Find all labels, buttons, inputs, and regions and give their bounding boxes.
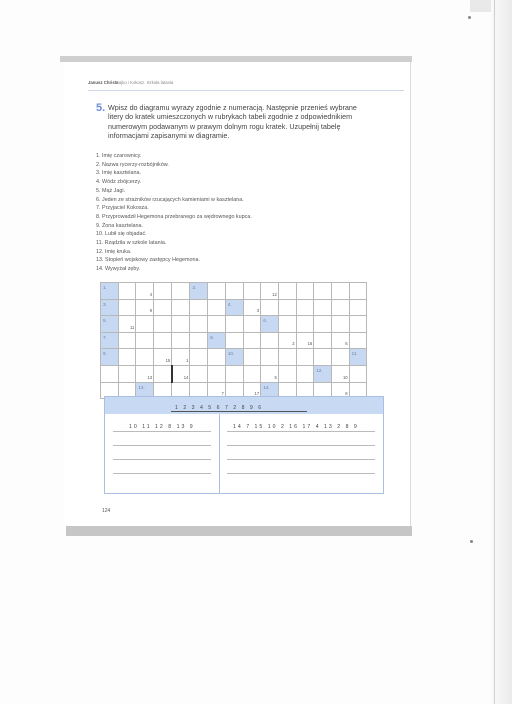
clue-start-label: 2.: [192, 285, 197, 290]
grid-cell[interactable]: [154, 316, 172, 333]
grid-cell[interactable]: [349, 316, 367, 333]
grid-cell[interactable]: [172, 349, 190, 366]
grid-cell[interactable]: [154, 349, 172, 366]
grid-cell[interactable]: [349, 299, 367, 316]
grid-cell[interactable]: [331, 365, 349, 382]
running-header: [88, 80, 404, 91]
clue-item: 12. Imię kruka.: [96, 248, 132, 255]
clue-item: 8. Przyprowadził Hegemona przebranego za wędrownego kupca.: [96, 213, 252, 220]
answer-line: [227, 473, 375, 474]
letter-index-number: 11: [130, 324, 135, 330]
letter-index-number: 1: [186, 357, 189, 363]
clue-start-label: 14.: [263, 384, 270, 390]
letter-index-number: 7: [221, 391, 224, 397]
grid-cell[interactable]: [225, 316, 243, 333]
grid-cell[interactable]: [101, 299, 119, 316]
clue-item: 11. Rządziła w szkole latania.: [96, 240, 167, 247]
clue-item: 4. Wódz zbójcerzy.: [96, 179, 142, 186]
grid-cell[interactable]: [314, 332, 332, 349]
grid-cell[interactable]: [154, 332, 172, 349]
clue-start-label: 3.: [103, 301, 107, 307]
answer-right-numbers: 14 7 15 10 2 16 17 4 13 2 8 9: [233, 424, 359, 430]
clue-item: 14. Wywyżał zęby.: [96, 266, 141, 273]
grid-cell[interactable]: [296, 332, 314, 349]
grid-cell[interactable]: [225, 332, 243, 349]
answer-line: [113, 445, 211, 446]
letter-index-number: 12: [272, 291, 277, 297]
grid-cell[interactable]: [225, 283, 243, 300]
binding-line: [494, 0, 495, 704]
workbook-page: [64, 62, 411, 530]
grid-cell[interactable]: [136, 332, 154, 349]
clue-start-label: 4.: [227, 301, 232, 307]
answer-line: [227, 445, 375, 446]
grid-cell[interactable]: [118, 365, 136, 382]
grid-cell[interactable]: [261, 365, 279, 382]
grid-cell[interactable]: [172, 332, 190, 349]
clue-item: 7. Przyjaciel Kokosza.: [96, 205, 149, 212]
grid-cell[interactable]: [118, 349, 136, 366]
grid-cell[interactable]: [190, 283, 208, 300]
clue-list: [96, 152, 252, 274]
grid-cell[interactable]: [243, 365, 261, 382]
clue-item: 10. Lubił się objadać.: [96, 231, 147, 238]
grid-cell[interactable]: [278, 332, 296, 349]
grid-cell[interactable]: [243, 332, 261, 349]
clue-start-label: 6.: [263, 318, 268, 324]
answer-line: [227, 431, 375, 432]
letter-index-number: 9: [149, 308, 153, 314]
scan-dust-mark: [470, 540, 473, 543]
clue-start-label: 1.: [103, 285, 107, 290]
grid-cell[interactable]: [296, 316, 314, 333]
clue-item: 9. Żona kasztelana.: [96, 222, 144, 229]
page-shadow-bottom: [66, 526, 412, 536]
grid-cell[interactable]: [278, 349, 296, 366]
grid-cell[interactable]: [261, 349, 279, 366]
grid-cell[interactable]: [314, 349, 332, 366]
grid-cell[interactable]: [225, 365, 243, 382]
clue-start-label: 11.: [351, 351, 358, 357]
answer-table: [104, 396, 384, 494]
letter-index-number: 10: [342, 374, 348, 380]
grid-row: [101, 316, 367, 333]
letter-index-number: 14: [183, 374, 189, 380]
grid-cell[interactable]: [314, 365, 332, 382]
letter-index-number: 2: [292, 341, 295, 347]
letter-index-number: 3: [256, 308, 260, 314]
letter-index-number: 8: [345, 391, 348, 397]
grid-cell[interactable]: [261, 316, 279, 333]
grid-cell[interactable]: [172, 316, 190, 333]
grid-cell[interactable]: [349, 332, 367, 349]
answer-header-underline: [171, 411, 307, 412]
grid-cell[interactable]: [190, 332, 208, 349]
clue-start-label: 12.: [316, 367, 323, 373]
letter-index-number: 13: [147, 374, 153, 380]
answer-line: [113, 459, 211, 460]
grid-cell[interactable]: [136, 283, 154, 300]
grid-cell[interactable]: [349, 349, 367, 366]
grid-cell[interactable]: [331, 349, 349, 366]
grid-cell[interactable]: [118, 332, 136, 349]
grid-cell[interactable]: [278, 365, 296, 382]
grid-cell[interactable]: [296, 365, 314, 382]
clue-item: 3. Imię kasztelana.: [96, 170, 141, 177]
letter-index-number: 15: [165, 357, 171, 363]
letter-index-number: 6: [345, 341, 348, 347]
grid-cell[interactable]: [261, 283, 279, 300]
letter-index-number: 16: [307, 341, 313, 347]
grid-cell[interactable]: [208, 349, 226, 366]
grid-cell[interactable]: [136, 365, 154, 382]
grid-cell[interactable]: [101, 365, 119, 382]
grid-cell[interactable]: [278, 283, 296, 300]
clue-start-label: 13.: [138, 384, 145, 390]
grid-cell[interactable]: [314, 299, 332, 316]
letter-index-number: 4: [149, 291, 153, 297]
grid-cell[interactable]: [278, 299, 296, 316]
grid-cell[interactable]: [154, 365, 172, 382]
clue-item: 1. Imię czarownicy.: [96, 153, 142, 159]
grid-cell[interactable]: [101, 283, 119, 300]
grid-cell[interactable]: [101, 349, 119, 366]
grid-cell[interactable]: [118, 316, 136, 333]
exercise-number: 5.: [96, 102, 106, 114]
answer-line: [227, 459, 375, 460]
clue-start-label: 8.: [210, 334, 214, 340]
grid-cell[interactable]: [314, 316, 332, 333]
grid-cell[interactable]: [190, 365, 208, 382]
grid-cell[interactable]: [136, 299, 154, 316]
grid-cell[interactable]: [331, 299, 349, 316]
grid-cell[interactable]: [208, 332, 226, 349]
grid-cell[interactable]: [331, 283, 349, 300]
grid-cell[interactable]: [314, 283, 332, 300]
grid-cell[interactable]: [154, 299, 172, 316]
clue-item: 2. Nazwa rycerzy-rozbójników.: [96, 161, 169, 168]
page-number: 124: [102, 508, 111, 514]
header-author: Janusz Christa: [88, 80, 119, 85]
grid-cell[interactable]: [225, 299, 243, 316]
grid-cell[interactable]: [172, 365, 190, 382]
grid-cell[interactable]: [349, 365, 367, 382]
grid-cell[interactable]: [243, 349, 261, 366]
grid-row: [101, 299, 367, 316]
clue-start-label: 9.: [103, 351, 107, 357]
clue-start-label: 5.: [103, 318, 107, 324]
clue-start-label: 7.: [103, 334, 107, 340]
grid-cell[interactable]: [243, 283, 261, 300]
clue-item: 6. Jeden ze strażników rzucających kamieniami w kasztelana.: [96, 196, 244, 203]
grid-cell[interactable]: [190, 316, 208, 333]
grid-cell[interactable]: [208, 316, 226, 333]
grid-cell[interactable]: [243, 299, 261, 316]
grid-cell[interactable]: [261, 299, 279, 316]
scan-dust-mark: [468, 16, 471, 19]
grid-cell[interactable]: [331, 316, 349, 333]
grid-cell[interactable]: [172, 299, 190, 316]
crossword-grid: [100, 282, 367, 399]
grid-row: [101, 283, 367, 300]
grid-cell[interactable]: [190, 299, 208, 316]
grid-cell[interactable]: [296, 299, 314, 316]
clue-item: 13. Stopień wojskowy zastępcy Hegemona.: [96, 257, 200, 264]
clue-item: 5. Mąż Jagi.: [96, 187, 126, 194]
grid-cell[interactable]: [118, 283, 136, 300]
answer-header-numbers: 1 2 3 4 5 6 7 2 8 9 6: [175, 405, 264, 411]
grid-cell[interactable]: [349, 283, 367, 300]
header-title: Kajko i Kokosz. Szkoła latania: [116, 80, 174, 85]
grid-cell[interactable]: [136, 349, 154, 366]
letter-index-number: 17: [254, 391, 260, 397]
grid-cell[interactable]: [225, 349, 243, 366]
grid-cell[interactable]: [118, 299, 136, 316]
grid-cell[interactable]: [172, 283, 190, 300]
grid-cell[interactable]: [296, 349, 314, 366]
grid-cell[interactable]: [261, 332, 279, 349]
grid-cell[interactable]: [331, 332, 349, 349]
grid-row: [101, 332, 367, 349]
grid-cell[interactable]: [101, 316, 119, 333]
answer-line: [113, 431, 211, 432]
answer-line: [113, 473, 211, 474]
grid-cell[interactable]: [208, 283, 226, 300]
grid-cell[interactable]: [101, 332, 119, 349]
answer-column-divider: [219, 414, 220, 493]
grid-cell[interactable]: [154, 283, 172, 300]
grid-cell[interactable]: [296, 283, 314, 300]
clue-start-label: 10.: [227, 351, 235, 357]
grid-cell[interactable]: [190, 349, 208, 366]
grid-row: [101, 349, 367, 366]
grid-row: [101, 365, 367, 382]
grid-cell[interactable]: [208, 365, 226, 382]
answer-left-numbers: 10 11 12 8 13 9: [129, 424, 195, 430]
exercise-instruction: Wpisz do diagramu wyrazy zgodnie z numeracją. Następnie przenieś wybrane litery do kratek umieszczonych w rubrykach tabeli zgodnie z odpowiednikiem numerowym podawanym w prawym dolnym rogu kratek. Uzupełnij tabelę informacjami zapisanymi w diagramie.: [108, 103, 357, 141]
grid-cell[interactable]: [136, 316, 154, 333]
letter-index-number: 5: [274, 374, 277, 380]
grid-cell[interactable]: [278, 316, 296, 333]
grid-cell[interactable]: [208, 299, 226, 316]
grid-cell[interactable]: [243, 316, 261, 333]
